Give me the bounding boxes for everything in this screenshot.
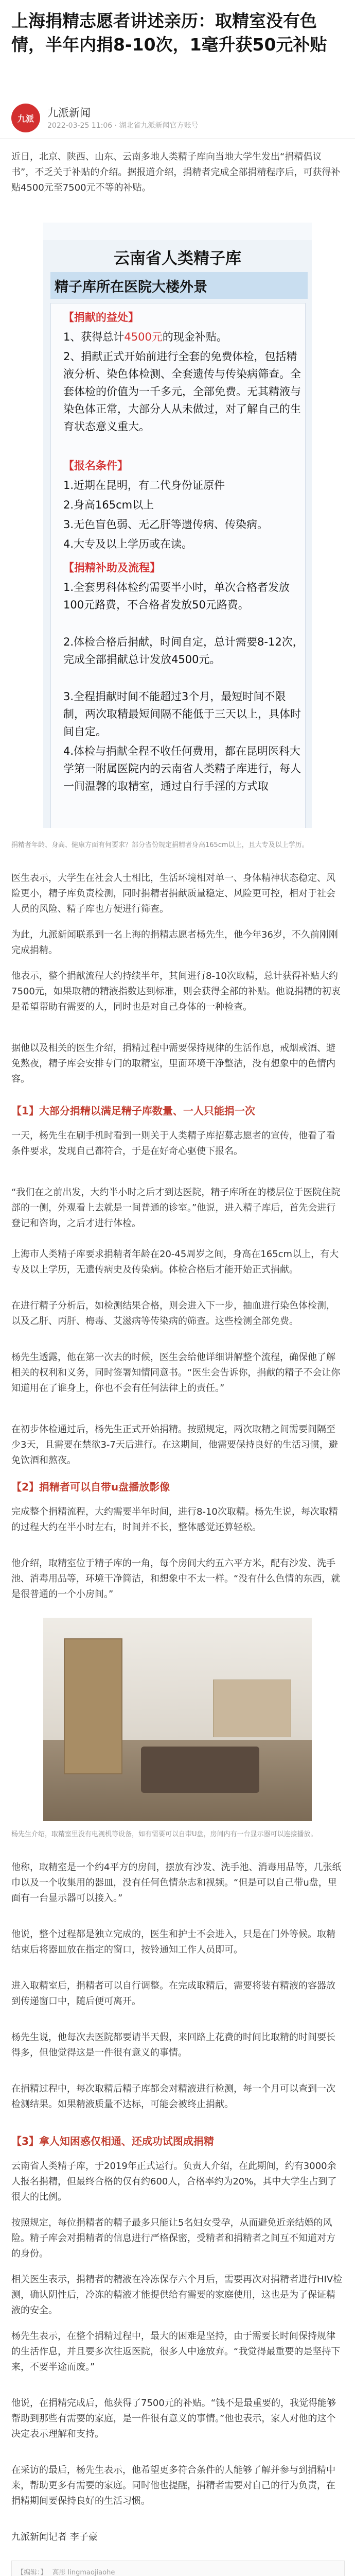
poster-line: 4.大专及以上学历或在读。 [63, 538, 193, 550]
poster-line: 【捐精补助及流程】 [63, 562, 161, 574]
body-paragraph: 他说，在捐精完成后，他获得了7500元的补贴。“钱不是最重要的，我觉得能够帮助到那些有需要的家庭，是一件很有意义的事情。”他也表示，家人对他的这个决定表示理解和支持。 [11, 2398, 336, 2439]
body-paragraph: 在采访的最后，杨先生表示，他希望更多符合条件的人能够了解并参与到捐精中来，帮助更多有需要的家庭。同时他也提醒，捐精者需要对自己的行为负责，在捐精期间要保持良好的生活习惯。 [11, 2465, 335, 2506]
body-paragraph: 杨先生表示，在整个捐精过程中，最大的困难是坚持，由于需要长时间保持规律的生活作息，并且要多次往返医院，很多人中途放弃。“我觉得最重要的是坚持下来，不要半途而废。” [11, 2331, 341, 2372]
poster-line: 【报名条件】 [63, 460, 128, 472]
poster-line: 1.近期在昆明，有二代身份证原件 [63, 479, 225, 492]
footer-box [11, 2561, 345, 2576]
photo-caption: 杨先生介绍，取精室里没有电视机等设备，如有需要可以自带U盘，房间内有一台显示器可以连接播放。 [11, 1831, 317, 1838]
photo-cabinet [213, 1680, 291, 1737]
intro-paragraph: 近日，北京、陕西、山东、云南多地人类精子库向当地大学生发出“捐精倡议书”，不乏关于补贴的介绍。据报道介绍，捐精者完成全部捐精程序后，可获得补贴4500元至7500元不等的补贴。 [11, 151, 341, 193]
poster-line: 1.全套男科体检约需要半小时，单次合格者发放100元路费，不合格者发放50元路费。 [63, 581, 290, 611]
poster-content-box [50, 303, 306, 828]
author-row[interactable] [11, 100, 344, 137]
body-paragraph: “我们在之前出发，大约半小时之后才到达医院，精子库所在的楼层位于医院住院部的一侧，外观看上去就是一间普通的诊室。”他说，进入精子库后，首先会进行登记和咨询，之后才进行体检。 [11, 1187, 341, 1229]
poster-line: 4.体检与捐献全程不收任何费用，都在昆明医科大学第一附属医院内的云南省人类精子库进行，每人一间温馨的取精室，通过自行手淫的方式取 [63, 745, 301, 792]
body-paragraph: 上海市人类精子库要求捐精者年龄在20-45周岁之间，身高在165cm以上，有大专及以上学历，无遗传病史及传染病。体检合格后才能开始正式捐献。 [11, 1249, 339, 1275]
article-title: 上海捐精志愿者讲述亲历：取精室没有色情，半年内捐8-10次，1毫升获50元补贴 [11, 11, 327, 55]
photo-door [64, 1638, 122, 1774]
body-paragraph: 在进行精子分析后，如检测结果合格，则会进入下一步，抽血进行染色体检测，以及乙肝、丙肝、梅毒、艾滋病等传染病的筛查。这些检测全部免费。 [11, 1300, 335, 1327]
body-paragraph: 杨先生透露，他在第一次去的时候，医生会给他详细讲解整个流程，确保他了解相关的权利和义务，同时签署知情同意书。“医生会告诉你，捐献的精子不会让你知道用在了谁身上，你也不会有任何法律上的责任。” [11, 1352, 341, 1394]
body-paragraph: 按照规定，每位捐精者的精子最多只能让5名妇女受孕，从而避免近亲结婚的风险。精子库会对捐精者的信息进行严格保密，受精者和捐精者之间互不知道对方的身份。 [11, 2217, 335, 2259]
poster-line: 2.体检合格后捐献，时间自定，总计需要8-12次，完成全部捐献总计发放4500元。 [63, 636, 304, 666]
photo-sofa [141, 1747, 259, 1793]
avatar-text: 九派 [17, 113, 34, 124]
body-paragraph: 完成整个捐精流程，大约需要半年时间，进行8-10次取精。杨先生说，每次取精的过程大约在半小时左右，时间并不长，整体感觉还算轻松。 [11, 1506, 338, 1533]
body-paragraph: 他介绍，取精室位于精子库的一角，每个房间大约五六平方米，配有沙发、洗手池、消毒用品等，环境干净简洁，和想象中不太一样。“没有什么色情的东西，就是很普通的一个小房间。” [11, 1558, 341, 1600]
body-paragraph: 进入取精室后，捐精者可以自行调整。在完成取精后，需要将装有精液的容器放到传递窗口中，随后便可离开。 [11, 1980, 335, 2007]
section-heading: 【2】捐精者可以自带u盘播放影像 [11, 1481, 170, 1493]
poster-line: 3.无色盲色弱、无乙肝等遗传病、传染病。 [63, 518, 269, 531]
body-paragraph: 一天，杨先生在刷手机时看到一则关于人类精子库招募志愿者的宣传，他看了看条件要求，发现自己都符合，于是在好奇心驱使下报名。 [11, 1130, 335, 1157]
section-heading: 【3】拿人知困惑仅相通、还成功试图成捐精 [11, 2135, 214, 2147]
poster-line: 2.身高165cm以上 [63, 499, 154, 511]
divider [0, 138, 355, 139]
body-paragraph: 杨先生说，他每次去医院都要请半天假，来回路上花费的时间比取精的时间要长得多，但他觉得这是一件很有意义的事情。 [11, 2032, 335, 2058]
poster-title: 云南省人类精子库 [114, 249, 241, 268]
poster-line: 3.全程捐献时间不能超过3个月，最短时间不限制，两次取精最短间隔不能低于三天以上，具体时间自定。 [63, 690, 301, 738]
photo-caption: 捐精者年龄、身高、健康方面有何要求？部分省份规定捐精者身高165cm以上，且大专及以上学历。 [11, 841, 309, 849]
room-photo [43, 1618, 312, 1821]
body-paragraph: 相关医生表示，捐精者的精液在冷冻保存六个月后，需要再次对捐精者进行HIV检测，确认阴性后，冷冻的精液才能提供给有需要的家庭使用，这也是为了保证精液的安全。 [11, 2274, 343, 2316]
body-paragraph: 云南省人类精子库，于2019年正式运行。负责人介绍，在此期间，约有3000余人报名捐精，但最终合格的仅有约600人，合格率约为20%，其中大学生占到了很大的比例。 [11, 2161, 337, 2202]
author-name[interactable]: 九派新闻 [47, 107, 91, 119]
body-paragraph: 他称，取精室是一个约4平方的房间，摆放有沙发、洗手池、消毒用品等，几张纸巾以及一个收集用的器皿，没有任何色情杂志和视频。“但是可以自己带u盘，里面有一台显示器可以接入。” [11, 1862, 342, 1904]
body-paragraph: 为此，九派新闻联系到一名上海的捐精志愿者杨先生，他今年36岁，不久前刚刚完成捐精。 [11, 929, 338, 956]
poster-subtitle: 精子库所在医院大楼外景 [55, 279, 207, 295]
poster-line: 2、捐献正式开始前进行全套的免费体检，包括精液分析、染色体检测、全套遗传与传染病筛查。全套体检的价值为一千多元，全部免费。无其精液与染色体正常，大部分人从未做过，对了解自己的生育状态意义重大。 [63, 350, 301, 433]
body-paragraph: 他表示，整个捐献流程大约持续半年，其间进行8-10次取精，总计获得补贴大约7500元，如果取精的精液指数达到标准，则会获得全部的补贴。他说捐精的初衷是希望帮助有需要的人，同时也是对自己身体的一种检查。 [11, 971, 341, 1012]
poster-line: 1、获得总计4500元的现金补贴。 [63, 331, 227, 343]
body-paragraph: 他说，整个过程都是独立完成的，医生和护士不会进入，只是在门外等候。取精结束后将器皿放在指定的窗口，按铃通知工作人员即可。 [11, 1929, 335, 1955]
reporter-credit: 九派新闻记者 李子豪 [11, 2532, 98, 2543]
body-paragraph: 在捐精过程中，每次取精后精子库都会对精液进行检测，每一个月可以查到一次检测结果。如果精液质量不达标，可能会被终止捐献。 [11, 2083, 335, 2110]
publish-meta: 2022-03-25 11:06 · 湖北省九派新闻官方账号 [47, 122, 199, 130]
poster-line: 【捐献的益处】 [63, 311, 139, 324]
body-paragraph: 在初步体检通过后，杨先生正式开始捐精。按照规定，两次取精之间需要间隔至少3天，且需要在禁欲3-7天后进行。在这期间，他需要保持良好的生活习惯，避免饮酒和熬夜。 [11, 1424, 338, 1466]
footer-editor: 高彤 lingmaojiaohe [52, 2568, 115, 2576]
poster-top-strip [43, 223, 312, 240]
footer-editor-label: 【编辑：】 [17, 2568, 47, 2576]
section-heading: 【1】大部分捐精以满足精子库数量、一人只能捐一次 [11, 1105, 255, 1117]
recruitment-poster [43, 223, 312, 828]
avatar[interactable] [11, 104, 40, 132]
body-paragraph: 医生表示，大学生在社会人士相比，生活环境相对单一、身体精神状态稳定、风险更小，精子库负责检测，同时捐精者捐献质量稳定、风险更可控，相对于社会人员的风险、精子库也方便进行筛查。 [11, 873, 335, 914]
body-paragraph: 据他以及相关的医生介绍，捐精过程中需要保持规律的生活作息，戒烟戒酒、避免熬夜，精子库会安排专门的取精室，里面环境干净整洁，没有想象中的色情内容。 [11, 1043, 335, 1084]
poster-subtitle-bar [50, 272, 308, 299]
